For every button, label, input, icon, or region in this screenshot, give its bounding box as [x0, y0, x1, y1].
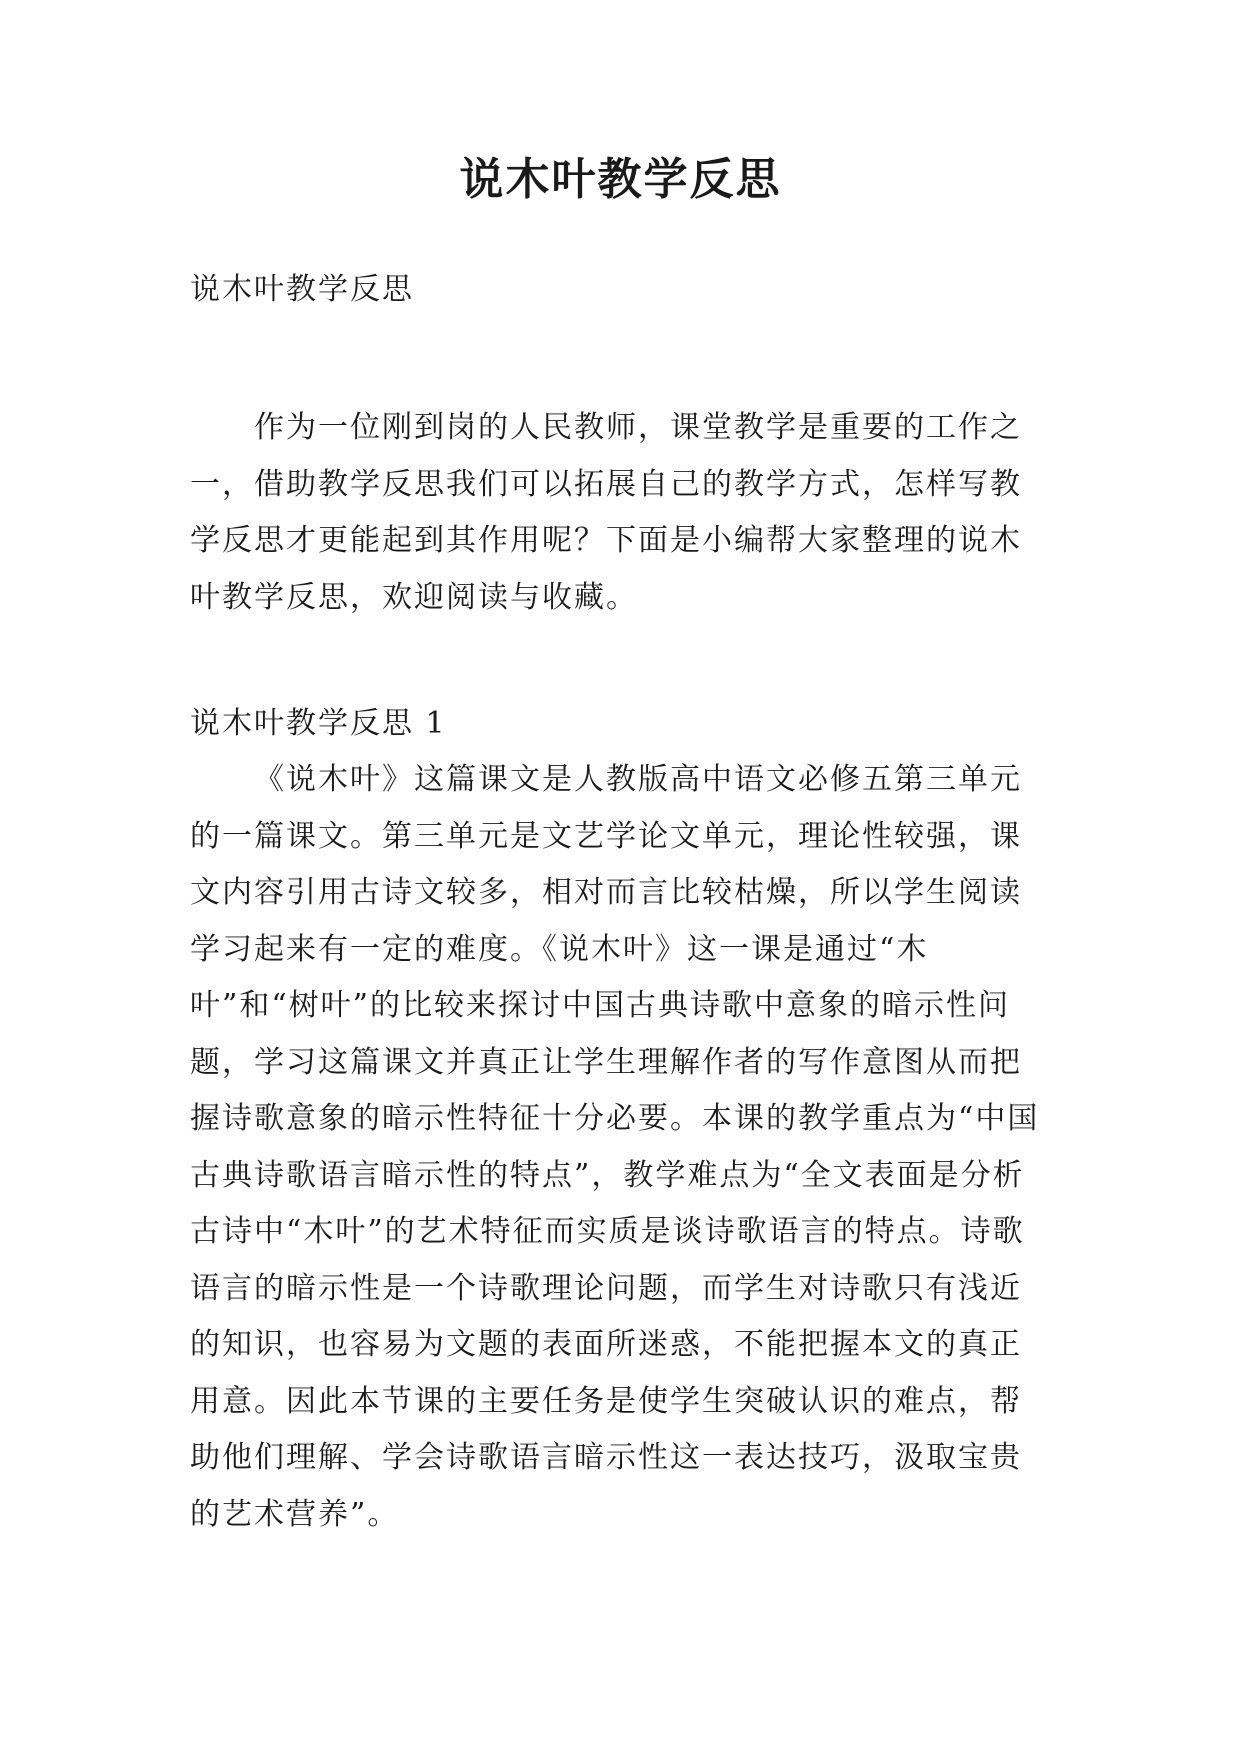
intro-paragraph: 作为一位刚到岗的人民教师，课堂教学是重要的工作之一，借助教学反思我们可以拓展自己的教学方式，怎样写教学反思才更能起到其作用呢？下面是小编帮大家整理的说木叶教学反思，欢迎阅读与收藏。 — [190, 410, 1022, 615]
body-paragraph: 《说木叶》这篇课文是人教版高中语文必修五第三单元的一篇课文。第三单元是文艺学论文单元，理论性较强，课文内容引用古诗文较多，相对而言比较枯燥，所以学生阅读学习起来有一定的难度。《说木叶》这一课是通过“木叶”和“树叶”的比较来探讨中国古典诗歌中意象的暗示性问题，学习这篇课文并真正让学生理解作者的写作意图从而把握诗歌意象的暗示性特征十分必要。本课的教学重点为“中国古典诗歌语言暗示性的特点”，教学难点为“全文表面是分析古诗中“木叶”的艺术特征而实质是谈诗歌语言的特点。诗歌语言的暗示性是一个诗歌理论问题，而学生对诗歌只有浅近的知识，也容易为文题的表面所迷惑，不能把握本文的真正用意。因此本节课的主要任务是使学生突破认识的难点，帮助他们理解、学会诗歌语言暗示性这一表达技巧，汲取宝贵的艺术营养”。 — [190, 762, 1040, 1532]
section-heading: 说木叶教学反思 1 — [190, 706, 447, 741]
document-title: 说木叶教学反思 — [459, 154, 782, 205]
document-subtitle: 说木叶教学反思 — [190, 272, 414, 307]
